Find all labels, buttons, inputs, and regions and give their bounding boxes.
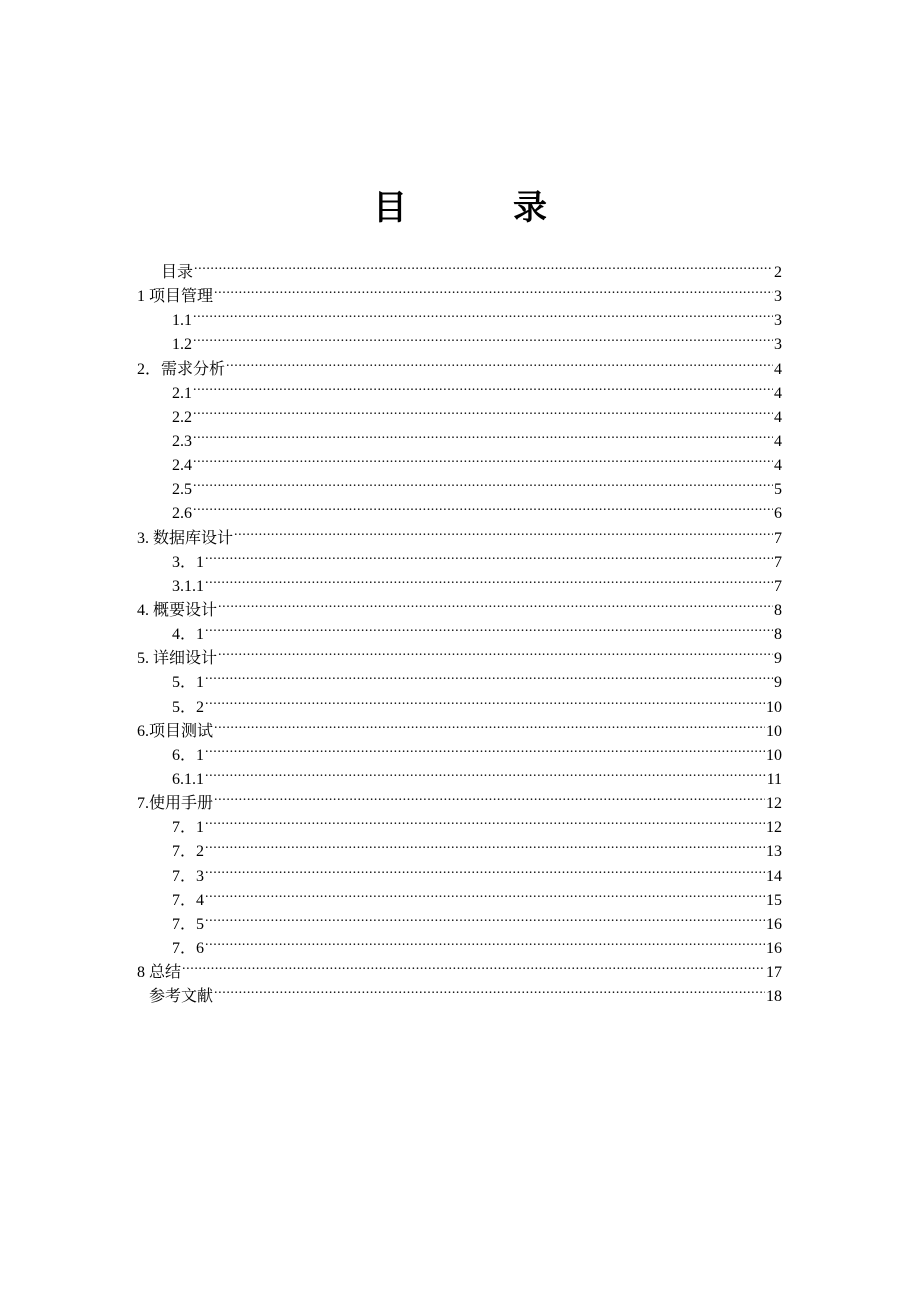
toc-entry-page-number: 17 [766,964,782,982]
toc-dot-leader [234,519,773,543]
toc-entry[interactable] [137,519,782,547]
toc-dot-leader [205,857,765,881]
toc-entry-page-number: 10 [766,722,782,740]
toc-entry-label: 7.使用手册 [137,795,214,813]
toc-entry-page-number: 12 [766,819,782,837]
toc-entry-label: 2.6 [172,505,192,523]
toc-entry-label: 1.1 [172,312,192,330]
toc-entry-label: 6.1.1 [172,770,204,788]
toc-entry-page-number: 7 [774,529,782,547]
toc-dot-leader [205,881,765,905]
toc-dot-leader [193,374,773,398]
toc-entry-label: 3.1.1 [172,577,204,595]
toc-entry[interactable] [137,663,782,692]
toc-entry-label: 1 项目管理 [137,288,214,306]
toc-entry-page-number: 5 [774,481,782,499]
toc-entry-page-number: 11 [766,770,782,788]
toc-entry-page-number: 15 [766,891,782,909]
toc-entry[interactable] [137,591,782,619]
page-title: 目 录 [373,188,583,228]
toc-entry[interactable] [137,374,782,402]
toc-dot-leader [214,712,765,736]
toc-entry-page-number: 18 [766,988,782,1006]
toc-dot-leader [205,832,765,856]
toc-entry-page-number: 10 [766,698,782,716]
toc-dot-leader [205,543,773,567]
toc-entry-page-number: 16 [766,915,782,933]
toc-dot-leader [205,663,773,687]
toc-entry-label: 2.3 [172,432,192,450]
toc-entry-label: 2.1 [172,384,192,402]
toc-entry[interactable] [137,639,782,668]
toc-entry[interactable] [137,470,782,499]
toc-entry-label: 7．2 [172,843,205,861]
toc-entry-page-number: 4 [774,432,782,450]
toc-entry[interactable] [137,688,782,716]
toc-dot-leader [193,325,773,349]
toc-entry[interactable] [137,832,782,861]
toc-entry-label: 4．1 [172,626,205,644]
toc-entry-page-number: 4 [774,457,782,475]
toc-entry-label: 5. 详细设计 [137,650,218,668]
toc-entry-label: 5．2 [172,698,205,716]
toc-entry-label: 2.5 [172,481,192,499]
toc-dot-leader [218,639,773,663]
table-of-contents [137,253,782,1006]
toc-entry[interactable] [137,253,782,281]
toc-dot-leader [193,422,773,446]
toc-entry-page-number: 8 [774,626,782,644]
toc-entry-label: 7．5 [172,915,205,933]
toc-dot-leader [205,760,766,784]
toc-dot-leader [182,953,765,977]
toc-entry[interactable] [137,277,782,306]
toc-entry-page-number: 13 [766,843,782,861]
toc-entry[interactable] [137,857,782,885]
toc-entry-page-number: 14 [766,867,782,885]
toc-entry-page-number: 16 [766,939,782,957]
toc-entry[interactable] [137,736,782,764]
toc-dot-leader [194,253,773,277]
toc-entry-label: 5．1 [172,674,205,692]
toc-entry-label: 7．4 [172,891,205,909]
toc-entry[interactable] [137,422,782,450]
toc-entry[interactable] [137,784,782,813]
toc-entry[interactable] [137,905,782,933]
toc-entry[interactable] [137,760,782,788]
toc-entry-page-number: 4 [774,360,782,378]
toc-entry-page-number: 3 [774,288,782,306]
toc-dot-leader [193,446,773,470]
toc-entry-label: 参考文献 [149,988,214,1006]
toc-entry-page-number: 9 [774,674,782,692]
toc-dot-leader [205,736,765,760]
toc-dot-leader [205,688,765,712]
toc-dot-leader [193,398,773,422]
toc-dot-leader [205,567,773,591]
toc-dot-leader [193,470,773,494]
toc-entry[interactable] [137,398,782,426]
toc-entry[interactable] [137,543,782,571]
toc-entry-label: 7．1 [172,819,205,837]
toc-entry-page-number: 4 [774,408,782,426]
toc-entry-page-number: 9 [774,650,782,668]
toc-entry[interactable] [137,301,782,330]
toc-entry-label: 8 总结 [137,964,182,982]
toc-entry-label: 3. 数据库设计 [137,529,234,547]
toc-entry-label: 2．需求分析 [137,360,226,378]
toc-entry-page-number: 2 [774,264,782,281]
toc-dot-leader [205,905,765,929]
toc-dot-leader [218,591,773,615]
toc-dot-leader [214,977,765,1001]
toc-entry-label: 7．6 [172,939,205,957]
toc-entry[interactable] [137,494,782,523]
toc-entry[interactable] [137,567,782,595]
toc-entry-page-number: 7 [774,553,782,571]
toc-entry-label: 2.4 [172,457,192,475]
toc-entry-page-number: 3 [774,336,782,354]
toc-entry[interactable] [137,881,782,909]
toc-entry-page-number: 10 [766,746,782,764]
toc-entry-page-number: 7 [774,577,782,595]
toc-entry-page-number: 3 [774,312,782,330]
toc-entry-label: 7．3 [172,867,205,885]
toc-dot-leader [214,277,773,301]
toc-entry[interactable] [137,350,782,378]
toc-entry-label: 1.2 [172,336,192,354]
toc-entry-label: 6.项目测试 [137,722,214,740]
toc-dot-leader [193,301,773,325]
toc-dot-leader [214,784,765,808]
toc-entry[interactable] [137,446,782,475]
toc-entry-label: 4. 概要设计 [137,601,218,619]
toc-entry[interactable] [137,953,782,982]
toc-entry[interactable] [137,712,782,740]
toc-entry-page-number: 8 [774,601,782,619]
toc-entry-page-number: 4 [774,384,782,402]
toc-entry[interactable] [137,325,782,354]
toc-entry[interactable] [137,808,782,837]
toc-dot-leader [193,494,773,518]
toc-entry-page-number: 12 [766,795,782,813]
toc-entry-label: 2.2 [172,408,192,426]
toc-dot-leader [205,929,765,953]
toc-entry-page-number: 6 [774,505,782,523]
toc-dot-leader [205,808,765,832]
toc-entry-label: 目录 [161,264,194,281]
toc-entry[interactable] [137,615,782,644]
toc-entry[interactable] [137,929,782,957]
toc-dot-leader [205,615,773,639]
toc-dot-leader [226,350,773,374]
toc-entry[interactable] [137,977,782,1006]
toc-entry-label: 6．1 [172,746,205,764]
toc-entry-label: 3．1 [172,553,205,571]
